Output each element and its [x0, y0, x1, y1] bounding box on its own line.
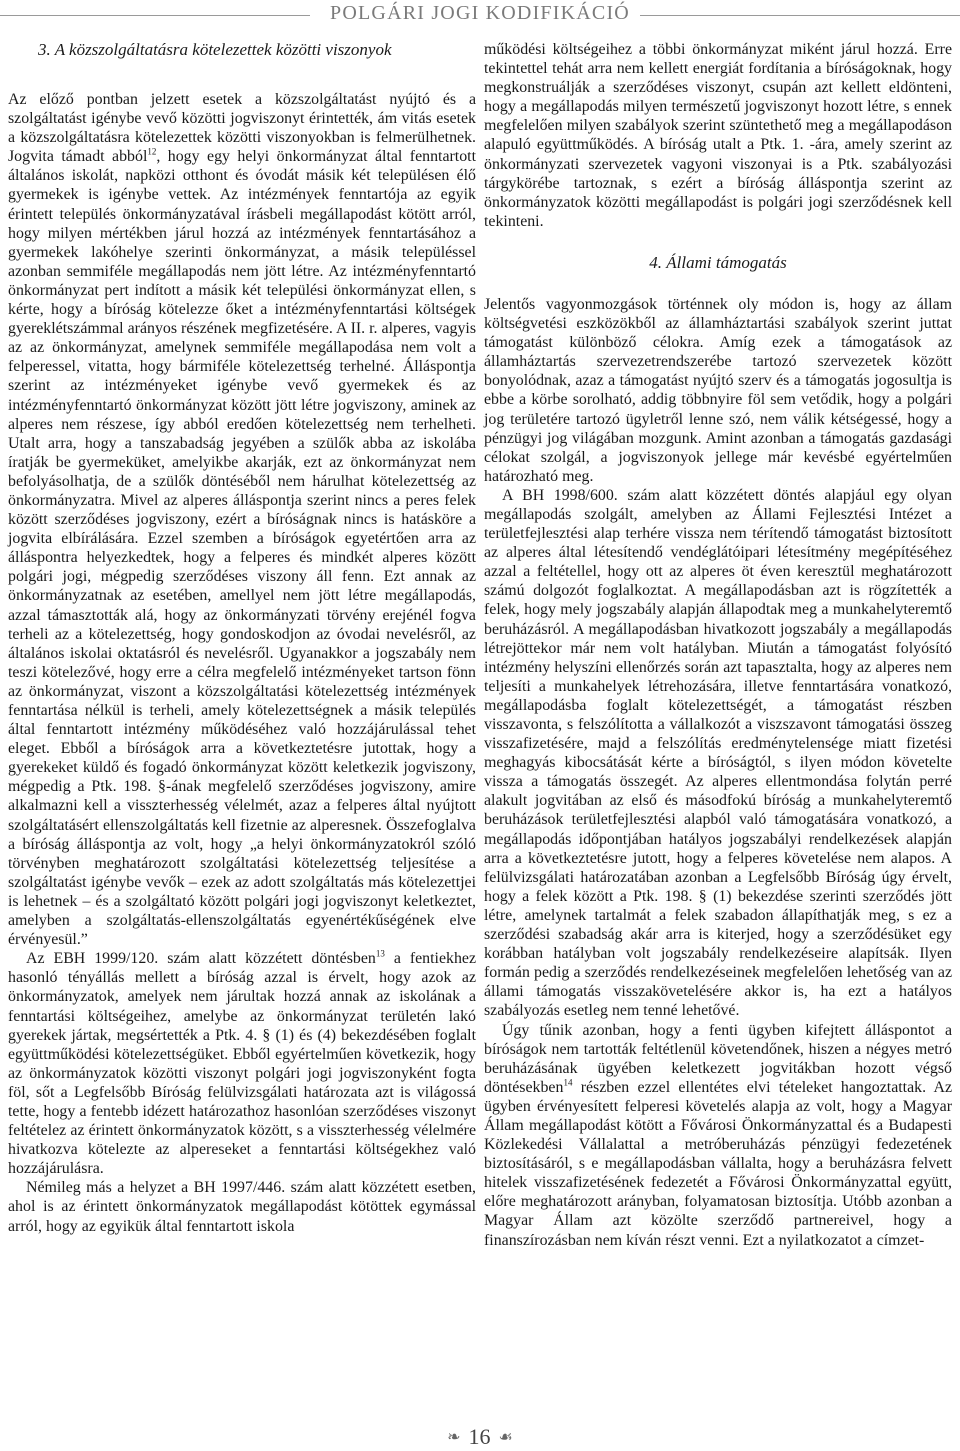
- footnote-ref-13: 13: [375, 948, 385, 959]
- footnote-ref-14: 14: [563, 1077, 573, 1088]
- running-header: [0, 0, 960, 34]
- left-column: [8, 40, 476, 1236]
- section-heading-4: 4. Állami támogatás: [649, 252, 787, 272]
- paragraph: [8, 949, 476, 1178]
- paragraph-text: a fentiekhez hasonló tényállás mellett a bíróság azzal is érvelt, hogy azok az önkormányzatok, amelyek nem járultak hozzá annak az iskolának a fenntartási költségeihez, amelybe az önkormányzat területén lakó gyerekek jártak, megsértették a Ptk. 4. § (1) és (4) bekezdésében foglalt együttműködési kötelezettségüket. Ebből egyértelműen következik, hogy az önkormányzatok közötti viszonyt polgári jogi jogviszonyként fogta föl, sőt a Legfelsőbb Bíróság felülvizsgálati határozata azt is világossá tette, hogy a fentebb idézett határozathoz hasonlóan szerződéses viszonyt feltételez az érintett önkormányzatok között, s a visszterhesség vélelmére hivatkozva kötelezte az alpereseket a fenntartási költségekhez való hozzájárulásra.: [8, 950, 476, 1178]
- paragraph-text: Úgy tűnik azonban, hogy a fenti ügyben kifejtett álláspontot a bíróságok nem tartották feltétlenül követendőnek, hiszen a négyes metró beruházásának ügyében keletkezett jogvitákban hozott végső döntésekben: [484, 1021, 952, 1096]
- paragraph: A BH 1998/600. szám alatt közzétett döntés alapjául egy olyan megállapodás szolgált, amelyben az Állami Fejlesztési Intézet a területfejlesztési alap terhére vissza nem térítendő támogatást biztosított az alperes által létesítendő vendéglátóipari létesítmény megépítéséhez azzal a feltétellel, hogy ott az alperes öt éven keresztül meghatározott számú dolgozót foglalkoztat. A megállapodásban azt is rögzítették a felek, hogy mely jogszabály alapján állapodtak meg a munkahelyteremtő beruházásról. A megállapodásban hivatkozott jogszabály a megállapodás létrejöttekor már nem volt hatályban. Miután a támogatást folyósító intézmény helyszíni ellenőrzés során azt tapasztalta, hogy az alperes nem teljesíti a munkahelyek létrehozására, illetve fenntartására vonatkozó, megállapodásba foglalt kötelezettségét, a támogatást részben visszavonta, s felszólította a vállalkozót a viszszavont támogatási összeg visszafizetésére, majd a felszólítás eredménytelensége miatt fizetési meghagyás kibocsátását kérte a bíróságtól, s ilyen módon követelte vissza a támogatás összegét. Az alperes ellentmondása folytán perré alakult jogvitában az első és másodfokú bíróság a munkahelyteremtő beruházások területfejlesztési alapból való támogatására vonatkozó, a megállapodás időpontjában hatályos jogszabályi rendelkezések alapján arra a következtetésre jutott, hogy a felperes követelése nem alapos. A felülvizsgálati határozatában azonban a Legfelsőbb Bíróság úgy érvelt, hogy a felek között a Ptk. 198. § (1) bekezdése szerinti szerződés jött létre, amelynek tartalmát a felek szabadon állapíthatják meg, s ez a szerződési szabadság akár arra is kiterjed, hogy a szerződésüket egy korábban hatályban volt jogszabály rendelkezéseire alapítsák. Ilyen formán pedig a szerződés rendelkezéseinek megfelelően lehetőség van az állami támogatás visszakövetelésére akkor is, ha ezt a hatályos szabályozás esetleg nem tenné lehetővé.: [484, 486, 952, 1020]
- header-rule-left: [0, 15, 310, 16]
- footnote-ref-12: 12: [147, 146, 157, 157]
- section-heading-3: 3. A közszolgáltatásra kötelezettek közötti viszonyok: [38, 40, 392, 59]
- paragraph: Jelentős vagyonmozgások történnek oly módon is, hogy az állam költségvetési eszközökből az államháztartási szabályok szerint juttat támogatást különböző célokra. Amíg ezek a támogatások az államháztartás szervezetrendszerébe tartozó szervezetek között bonyolódnak, azaz a támogatást nyújtó szerv és a támogatás jogosultja is ebbe a körbe sorolható, addig többnyire föl sem vetődik, hogy a polgári jog területére tartozó ügyletről lenne szó, nem válik kétségessé, hogy a pénzügyi jog világában mozgunk. Amint azonban a támogatás gazdasági célokat szolgál, a jogviszonyok jellege már kevésbé egyértelműen határozható meg.: [484, 295, 952, 485]
- running-header-title: POLGÁRI JOGI KODIFIKÁCIÓ: [330, 2, 630, 24]
- header-rule-right: [640, 15, 960, 16]
- paragraph: Némileg más a helyzet a BH 1997/446. szám alatt közzétett esetben, ahol is az érintett önkormányzatok megállapodást kötöttek egymással arról, hogy az egyikük által fenntartott iskola: [8, 1179, 476, 1235]
- ornament-left-icon: ❧: [447, 1429, 461, 1446]
- page-number: 16: [468, 1424, 491, 1449]
- paragraph-text: részben ezzel ellentétes elvi tételeket hangoztattak. Az ügyben érvényesített felperesi követelés alapja az volt, hogy a Magyar Állam megállapodást kötött a Fővárosi Önkormányzattal és a Budapesti Közlekedési Vállalattal a metróberuházás pénzügyi fedezetének biztosításáról, s e megállapodásban vállalta, hogy a beruházásra felvett hitelek visszafizetésének fedezetét a Fővárosi Önkormányzattal együtt, előre meghatározott arányban, folyamatosan biztosítja. Utóbb azonban a Magyar Állam azt közölte szerződő partnereivel, hogy a finanszírozásban nem kíván részt venni. Ezt a nyilatkozatot a címzet-: [484, 1078, 952, 1249]
- paragraph: működési költségeihez a többi önkormányzat miként járul hozzá. Erre tekintettel tehát arra nem kellett energiát fordítania a bíróságoknak, hogy megkonstruálják a szerződéses viszonyt, csupán azt kellett eldönteni, hogy a megállapodás milyen természetű jogviszonyt hozott létre, s ennek megfelelően milyen szabályok szerint szüntethető meg a megállapodáson alapuló együttműködés. A bíróság utalt a Ptk. 1. -ára, amely szerint az önkormányzati szervezetek vagyoni viszonyai is a Ptk. szabályozási tárgykörébe tartoznak, s ezért a bíróság álláspontja szerint az önkormányzatok közötti megállapodást is polgári jogi szerződésnek kell tekinteni.: [484, 41, 952, 230]
- paragraph-text: Az előző pontban jelzett esetek a közszolgáltatást nyújtó és a szolgáltatást igénybe vevő közötti jogviszonyt érintették, ám vitás esetek a közszolgáltatásra kötelezettek közötti viszonyokban is felmerülhetnek. Jogvita támadt abból: [8, 91, 476, 166]
- right-column: [484, 40, 952, 1250]
- paragraph-text: , hogy egy helyi önkormányzat által fenntartott általános iskolát, napközi otthont és óvodát másik két településen élő gyermekek is igénybe vettek. Az intézmények fenntartója az egyik érintett település önkormányzatával írásbeli megállapodást kötött arról, hogy milyen mértékben járul hozzá az intézmények fenntartásához a gyermekek lakóhelye szerinti önkormányzat, a másik településsel azonban semmiféle megállapodás nem jött létre. Az intézményfenntartó önkormányzat pert indított a másik két települési önkormányzat ellen, s kérte, hogy a bíróság kötelezze őket a intézményfenntartási költségek gyereklétszámmal arányos részének megfizetésére. A II. r. alperes, vagyis az az önkormányzat, amelynek semmiféle megállapodása nem volt a felperessel, vitatta, hogy bármiféle kötelezettség terhelné. Álláspontja szerint az intézményeket igénybe vevő gyermekek és az intézményfenntartó önkormányzat között jött létre jogviszony, aminek az alperes nem részese, így abból eredően kötelezettség nem terhelheti. Utalt arra, hogy a tanszabadság jegyében a szülők abba az iskolába íratják be gyermeküket, amelyikbe akarják, ezt az önkormányzat nem befolyásolhatja, de a szülők döntéséből nem hárulhat kötelezettség az önkormányzatra. Mivel az alperes álláspontja szerint nincs a peres felek között szerződéses jogviszony, ezért a bíróságnak nincs is hatásköre a jogvita elbírálására. Ezzel szemben a bíróságok egyetértően arra az álláspontra helyezkedtek, hogy a felperes és mindkét alperes között polgári jogi, mégpedig szerződéses viszony áll fenn. Ezt annak az önkormányzatnak az esetében, amellyel nem jött létre megállapodás, azzal támasztották alá, hogy az önkormányzati törvény erejénél fogva terheli az a kötelezettség, hogy gondoskodjon az óvodai nevelésről, az általános iskolai oktatásról és nevelésről. Ugyanakkor a jogszabály nem teszi kötelezővé, hogy erre a célra megfelelő intézményeket tartson fönn az önkormányzat, viszont a közszolgáltatási kötelezettség intézmények fenntartása nélkül is terheli, amely kötelezettségnek a másik település által fenntartott intézmény működéséhez való hozzájárulással tehet eleget. Ebből a bíróságok arra a következtetésre jutottak, hogy a gyerekeket küldő és fogadó önkormányzat között keletkezik jogviszony, mégpedig a Ptk. 198. §-ának megfelelő szerződéses jogviszony, amire alkalmazni kell a visszterhesség vélelmét, azaz a felperes által nyújtott szolgáltatásért ellenszolgáltatás kell fizetnie az alperesnek. Összefoglalva a bíróság álláspontja az volt, hogy „a helyi önkormányzatokról szóló törvényben meghatározott szolgáltatási kötelezettség teljesítése a szolgáltatást igénybe vevők – ezek az adott szolgáltatás más kötelezettjei is lehetnek – és a szolgáltató között polgári jogi jogviszonyt keletkeztet, amelyben a szolgáltatás-ellenszolgáltatás egyenértékűségének elve érvényesül.”: [8, 148, 476, 949]
- paragraph: [8, 90, 476, 949]
- ornament-right-icon: ☙: [498, 1429, 513, 1446]
- page-footer: [0, 1424, 960, 1450]
- paragraph: [484, 1021, 952, 1250]
- paragraph-text: Az EBH 1999/120. szám alatt közzétett döntésben: [26, 950, 376, 968]
